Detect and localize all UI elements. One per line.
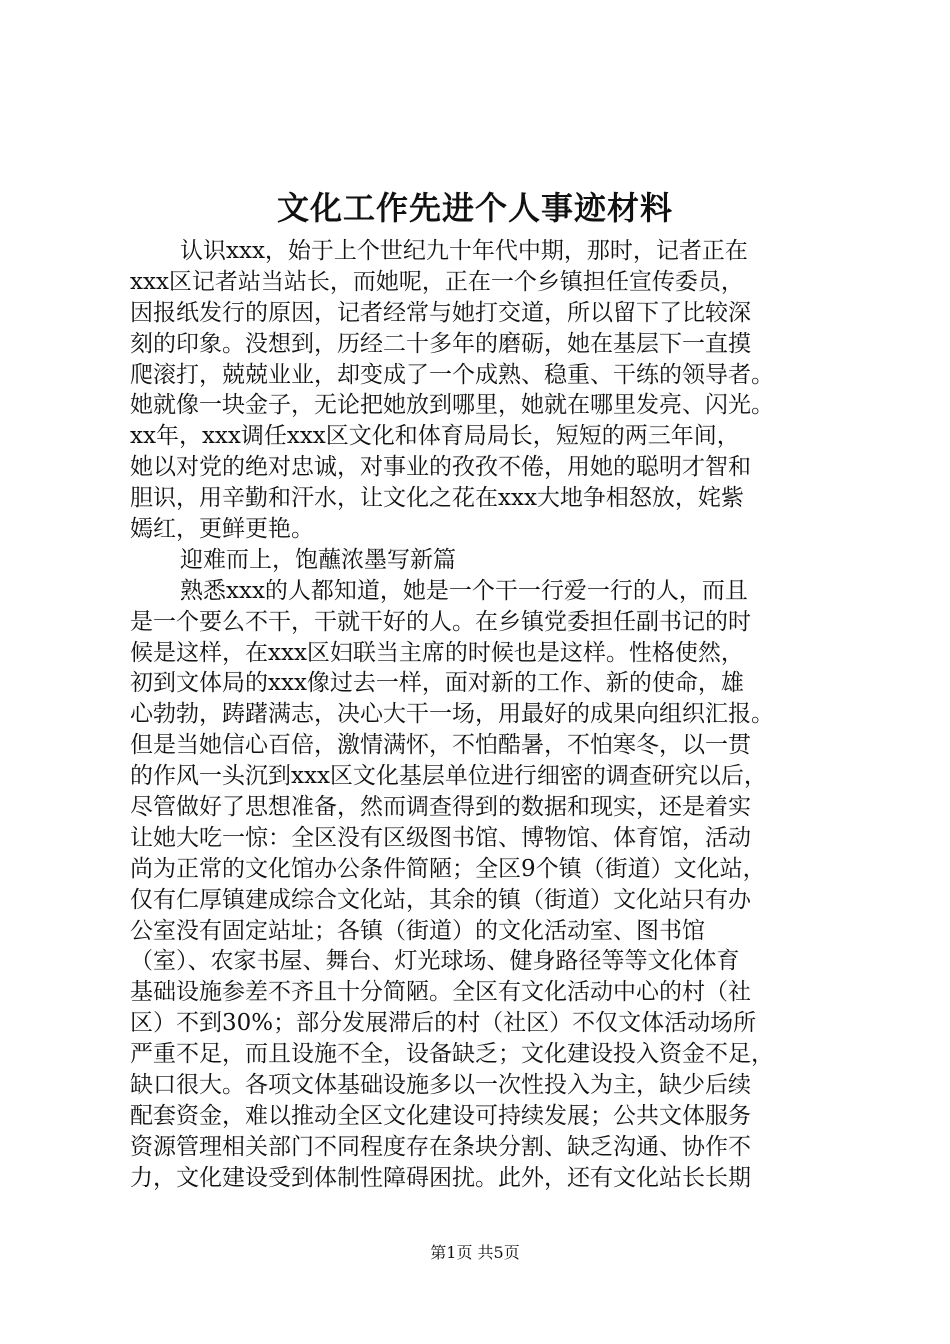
page-number-footer: 第1页 共5页: [430, 1243, 520, 1262]
section-heading: 迎难而上，饱蘸浓墨写新篇: [180, 546, 456, 573]
paragraph-line: 仅有仁厚镇建成综合文化站，其余的镇（街道）文化站只有办: [130, 886, 751, 913]
paragraph-line: 区）不到30%；部分发展滞后的村（社区）不仅文体活动场所: [130, 1010, 757, 1037]
paragraph-line: 力，文化建设受到体制性障碍困扰。此外，还有文化站长长期: [130, 1164, 751, 1191]
paragraph-line: 胆识，用辛勤和汗水，让文化之花在xxx大地争相怒放，姹紫: [130, 485, 744, 512]
paragraph-line: 因报纸发行的原因，记者经常与她打交道，所以留下了比较深: [130, 299, 751, 326]
paragraph-line: 尽管做好了思想准备，然而调查得到的数据和现实，还是着实: [130, 794, 751, 821]
paragraph-line: 她以对党的绝对忠诚，对事业的孜孜不倦，用她的聪明才智和: [130, 454, 751, 481]
paragraph-line: xxx区记者站当站长，而她呢，正在一个乡镇担任宣传委员，: [130, 268, 744, 295]
paragraph-line: 让她大吃一惊：全区没有区级图书馆、博物馆、体育馆，活动: [130, 824, 751, 851]
paragraph-line: 的作风一头沉到xxx区文化基层单位进行细密的调查研究以后，: [130, 763, 767, 790]
paragraph-line: 认识xxx，始于上个世纪九十年代中期，那时，记者正在: [180, 238, 748, 264]
paragraph-line: （室）、农家书屋、舞台、灯光球场、健身路径等等文化体育: [130, 948, 740, 975]
paragraph-line: 但是当她信心百倍，激情满怀，不怕酷暑，不怕寒冬，以一贯: [130, 732, 751, 759]
paragraph-line: 嫣红，更鲜更艳。: [130, 516, 314, 543]
paragraph-line: 配套资金，难以推动全区文化建设可持续发展；公共文体服务: [130, 1102, 751, 1129]
paragraph-line: 缺口很大。各项文体基础设施多以一次性投入为主，缺少后续: [130, 1072, 751, 1099]
paragraph-line: 爬滚打，兢兢业业，却变成了一个成熟、稳重、干练的领导者。: [130, 361, 774, 388]
paragraph-line: 基础设施参差不齐且十分简陋。全区有文化活动中心的村（社: [130, 979, 751, 1006]
paragraph-line: 初到文体局的xxx像过去一样，面对新的工作、新的使命，雄: [130, 670, 744, 697]
paragraph-line: 公室没有固定站址；各镇（街道）的文化活动室、图书馆: [130, 917, 705, 944]
paragraph-line: xx年，xxx调任xxx区文化和体育局局长，短短的两三年间，: [130, 423, 740, 450]
paragraph-line: 刻的印象。没想到，历经二十多年的磨砺，她在基层下一直摸: [130, 330, 751, 357]
paragraph-line: 心勃勃，踌躇满志，决心大干一场，用最好的成果向组织汇报。: [130, 701, 774, 728]
paragraph-line: 她就像一块金子，无论把她放到哪里，她就在哪里发亮、闪光。: [130, 392, 774, 419]
paragraph-line: 严重不足，而且设施不全，设备缺乏；文化建设投入资金不足，: [130, 1041, 774, 1068]
paragraph-line: 是一个要么不干，干就干好的人。在乡镇党委担任副书记的时: [130, 608, 751, 635]
paragraph-line: 资源管理相关部门不同程度存在条块分割、缺乏沟通、协作不: [130, 1133, 751, 1160]
document-body: [130, 236, 830, 1194]
paragraph-line: 熟悉xxx的人都知道，她是一个干一行爱一行的人，而且: [180, 577, 748, 604]
document-title: 文化工作先进个人事迹材料: [276, 189, 673, 227]
paragraph-line: 候是这样，在xxx区妇联当主席的时候也是这样。性格使然，: [130, 639, 744, 666]
paragraph-line: 尚为正常的文化馆办公条件简陋；全区9个镇（街道）文化站，: [130, 855, 766, 882]
